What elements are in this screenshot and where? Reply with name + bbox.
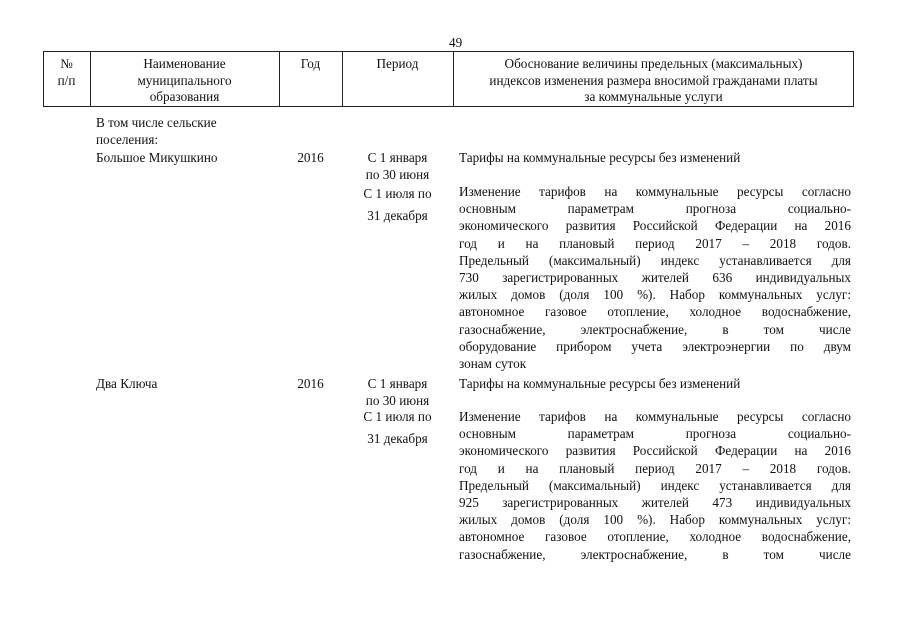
reason-details: Изменение тарифов на коммунальные ресурсы согласно основным параметрам прогноза социально- экономического развития Российской Федерации на 2016 год и на плановый период 2017 – 2018 годов. Предельный (максимальный) индекс устанавливается для 730 зарегистрированных жителей 636 индивидуальных жилых домов (доля 100 %). Набор коммунальных услуг: автономное газовое отопление, холодное водоснабжение, газоснабжение, электроснабжение, в том числе оборудование прибором учета электроэнергии по двум зонам суток [459,184,851,372]
year-cell: 2016 [297,150,324,165]
period-first-half: С 1 января по 30 июня [365,376,430,409]
section-title: В том числе сельские поселения: [96,115,217,148]
header-name-col: Наименование муниципального образования [137,56,232,104]
municipality-name: Два Ключа [96,376,158,391]
header-period-col: Период [376,56,419,71]
municipality-name: Большое Микушкино [96,150,218,165]
period-first-half: С 1 января по 30 июня [365,150,430,183]
reason-unchanged: Тарифы на коммунальные ресурсы без изменений [459,150,741,165]
header-number-col: № п/п [57,56,76,88]
period-second-half: С 1 июля по 31 декабря [363,186,432,223]
reason-unchanged: Тарифы на коммунальные ресурсы без изменений [459,376,741,391]
period-second-half: С 1 июля по 31 декабря [363,409,432,446]
year-cell: 2016 [297,376,324,391]
header-year-col: Год [300,56,321,71]
header-reason-col: Обоснование величины предельных (максимальных) индексов изменения размера вносимой гражданами платы за коммунальные услуги [489,56,818,104]
reason-details: Изменение тарифов на коммунальные ресурсы согласно основным параметрам прогноза социально- экономического развития Российской Федерации на 2016 год и на плановый период 2017 – 2018 годов. Предельный (максимальный) индекс устанавливается для 925 зарегистрированных жителей 473 индивидуальных жилых домов (доля 100 %). Набор коммунальных услуг: автономное газовое отопление, холодное водоснабжение, газоснабжение, электроснабжение, в том числе [459,409,851,562]
page-number: 49 [449,35,463,50]
